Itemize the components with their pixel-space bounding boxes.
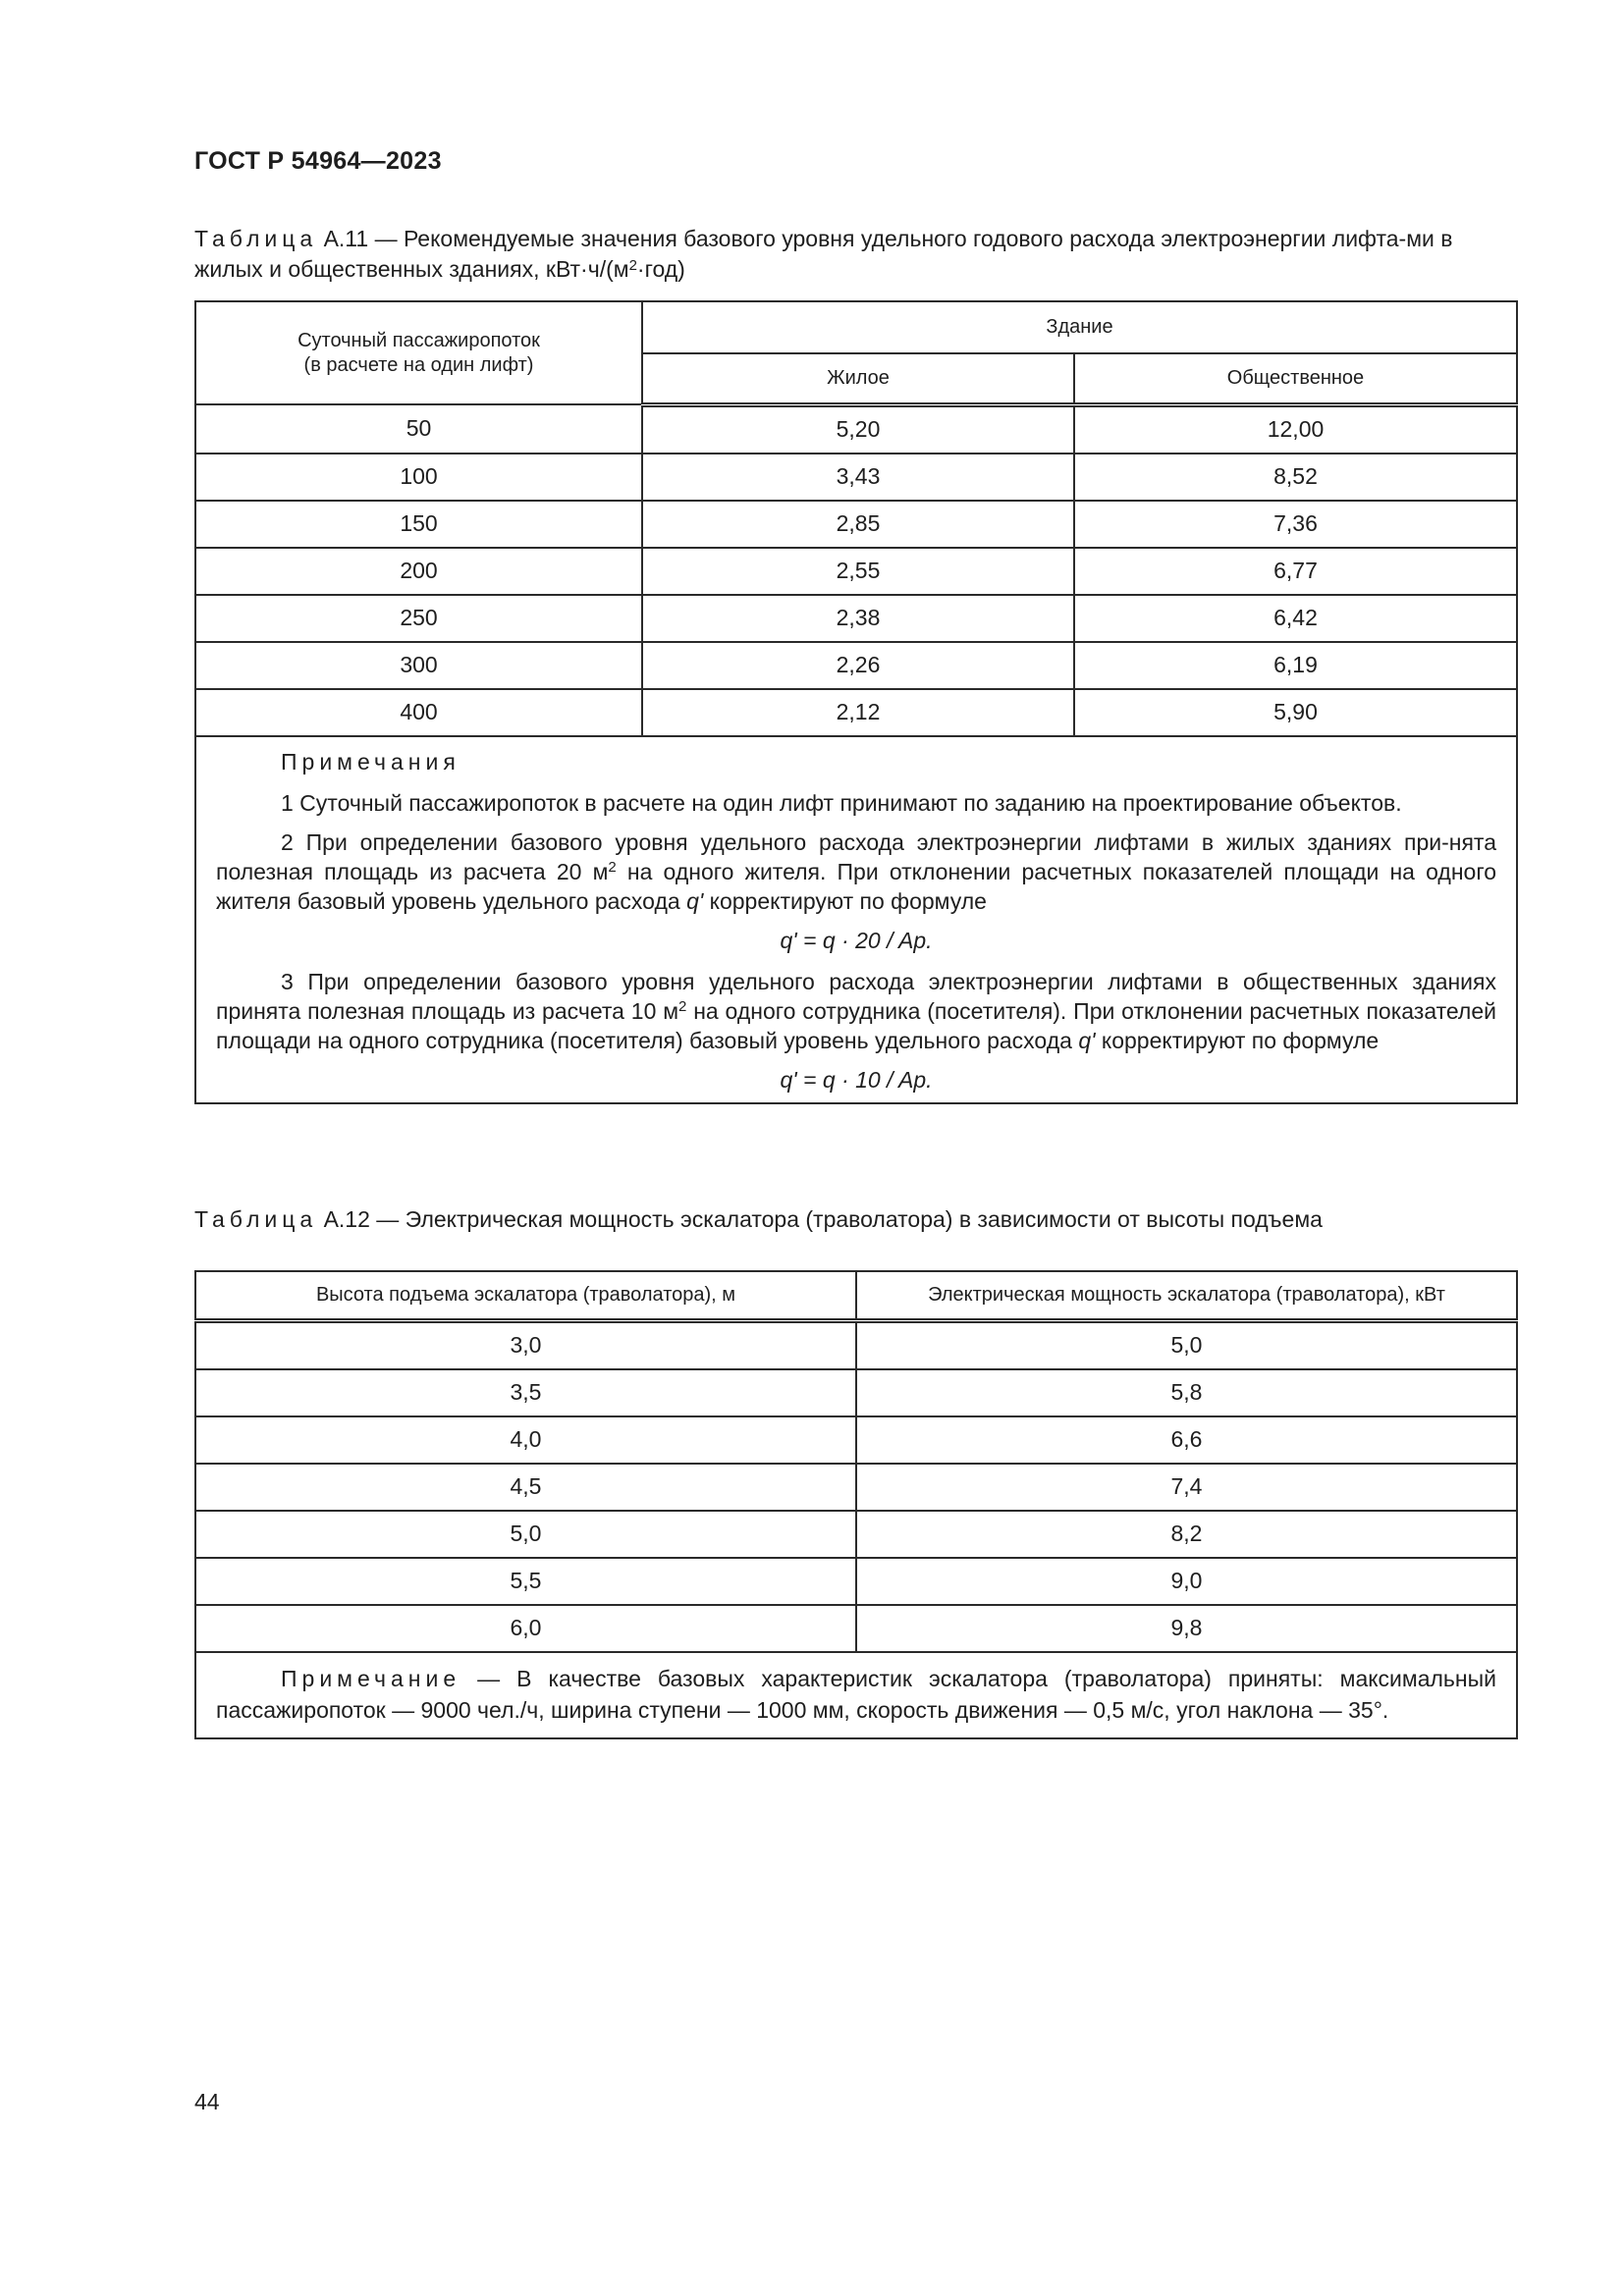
cell-residential: 2,38	[642, 595, 1074, 642]
document-id: ГОСТ Р 54964—2023	[194, 147, 442, 175]
note-3-text: 3 При определении базового уровня удельного расхода электроэнергии лифтами в общественных зданиях принята полезная площадь из расчета 10 м	[216, 968, 1496, 1024]
table-11-caption-unit: ·год)	[636, 256, 685, 282]
cell-public: 8,52	[1074, 454, 1517, 501]
superscript: 2	[628, 257, 637, 274]
formula-1: q' = q · 20 / Ap.	[780, 927, 933, 953]
cell-height: 3,0	[195, 1320, 856, 1369]
cell-public: 6,77	[1074, 548, 1517, 595]
table-row	[195, 404, 1517, 454]
note-label: Примечание	[281, 1665, 461, 1691]
note-text: — В качестве базовых характеристик эскалатора (траволатора) приняты: максимальный пассажиропоток — 9000 чел./ч, ширина ступени — 1000 мм, скорость движения — 0,5 м/с, угол наклона — 35°.	[216, 1665, 1496, 1723]
table-row	[195, 548, 1517, 595]
header-daily-flow	[195, 301, 642, 404]
header-residential: Жилое	[642, 353, 1074, 404]
table-row	[195, 595, 1517, 642]
note-2-text: корректируют по формуле	[703, 887, 987, 914]
cell-flow: 50	[195, 404, 642, 454]
header-lift-height: Высота подъема эскалатора (траволатора), м	[195, 1271, 856, 1320]
cell-height: 3,5	[195, 1369, 856, 1416]
table-12-caption-label: Таблица	[194, 1206, 318, 1232]
note-3-text: корректируют по формуле	[1095, 1027, 1380, 1053]
note-2-text: 2 При определении базового уровня удельного расхода электроэнергии лифтами в жилых зданиях при-нята полезная площадь из расчета 20 м	[216, 828, 1496, 884]
header-daily-flow-line2: (в расчете на один лифт)	[303, 353, 534, 376]
table-row	[195, 454, 1517, 501]
table-row	[195, 689, 1517, 736]
table-12-caption-text: А.12 — Электрическая мощность эскалатора (траволатора) в зависимости от высоты подъема	[317, 1206, 1323, 1232]
cell-residential: 2,12	[642, 689, 1074, 736]
notes-title: Примечания	[281, 748, 460, 774]
cell-power: 9,8	[856, 1605, 1517, 1652]
cell-height: 4,5	[195, 1464, 856, 1511]
table-11-caption-text: А.11 — Рекомендуемые значения базового уровня удельного годового расхода электроэнергии лифта-ми в жилых и общественных зданиях, кВт·ч/(м	[194, 226, 1453, 282]
cell-power: 5,0	[856, 1320, 1517, 1369]
header-building: Здание	[642, 301, 1517, 353]
cell-residential: 5,20	[642, 404, 1074, 454]
cell-public: 12,00	[1074, 404, 1517, 454]
table-row	[195, 1416, 1517, 1464]
note-3-text: на одного сотрудника (посетителя). При отклонении расчетных показателей площади на одного сотрудника (посетителя) базовый уровень удельного расхода	[216, 997, 1496, 1053]
cell-flow: 100	[195, 454, 642, 501]
table-12	[194, 1270, 1518, 1739]
cell-power: 9,0	[856, 1558, 1517, 1605]
cell-power: 5,8	[856, 1369, 1517, 1416]
cell-public: 6,42	[1074, 595, 1517, 642]
cell-flow: 200	[195, 548, 642, 595]
cell-flow: 250	[195, 595, 642, 642]
table-row	[195, 1369, 1517, 1416]
page-number: 44	[194, 2089, 220, 2114]
table-row	[195, 1320, 1517, 1369]
note-2	[216, 828, 1496, 916]
table-11	[194, 300, 1518, 1104]
note-1: 1 Суточный пассажиропоток в расчете на один лифт принимают по заданию на проектирование объектов.	[281, 789, 1402, 816]
header-daily-flow-line1: Суточный пассажиропоток	[298, 329, 540, 351]
table-row	[195, 1511, 1517, 1558]
table-12-note	[195, 1652, 1517, 1738]
cell-power: 7,4	[856, 1464, 1517, 1511]
note-2-text: на одного жителя. При отклонении расчетных показателей площади на одного жителя базовый уровень удельного расхода	[216, 858, 1496, 914]
header-public: Общественное	[1074, 353, 1517, 404]
formula-2: q' = q · 10 / Ap.	[780, 1066, 933, 1093]
cell-flow: 150	[195, 501, 642, 548]
cell-residential: 3,43	[642, 454, 1074, 501]
cell-public: 6,19	[1074, 642, 1517, 689]
table-row	[195, 1605, 1517, 1652]
note-3-symbol: q'	[1078, 1027, 1096, 1053]
table-12-caption	[194, 1204, 1515, 1235]
table-row	[195, 1464, 1517, 1511]
table-11-notes	[195, 736, 1517, 1103]
superscript: 2	[608, 858, 617, 876]
table-row	[195, 501, 1517, 548]
table-11-caption-label: Таблица	[194, 226, 318, 251]
cell-flow: 400	[195, 689, 642, 736]
note-2-symbol: q'	[686, 887, 704, 914]
cell-height: 6,0	[195, 1605, 856, 1652]
cell-residential: 2,85	[642, 501, 1074, 548]
cell-power: 8,2	[856, 1511, 1517, 1558]
cell-height: 5,5	[195, 1558, 856, 1605]
table-11-caption	[194, 224, 1515, 285]
table-row	[195, 642, 1517, 689]
cell-residential: 2,55	[642, 548, 1074, 595]
cell-height: 5,0	[195, 1511, 856, 1558]
cell-power: 6,6	[856, 1416, 1517, 1464]
cell-public: 5,90	[1074, 689, 1517, 736]
cell-public: 7,36	[1074, 501, 1517, 548]
cell-flow: 300	[195, 642, 642, 689]
cell-residential: 2,26	[642, 642, 1074, 689]
header-electric-power: Электрическая мощность эскалатора (траволатора), кВт	[856, 1271, 1517, 1320]
cell-height: 4,0	[195, 1416, 856, 1464]
superscript: 2	[678, 997, 687, 1015]
table-row	[195, 1558, 1517, 1605]
note-3	[216, 967, 1496, 1055]
